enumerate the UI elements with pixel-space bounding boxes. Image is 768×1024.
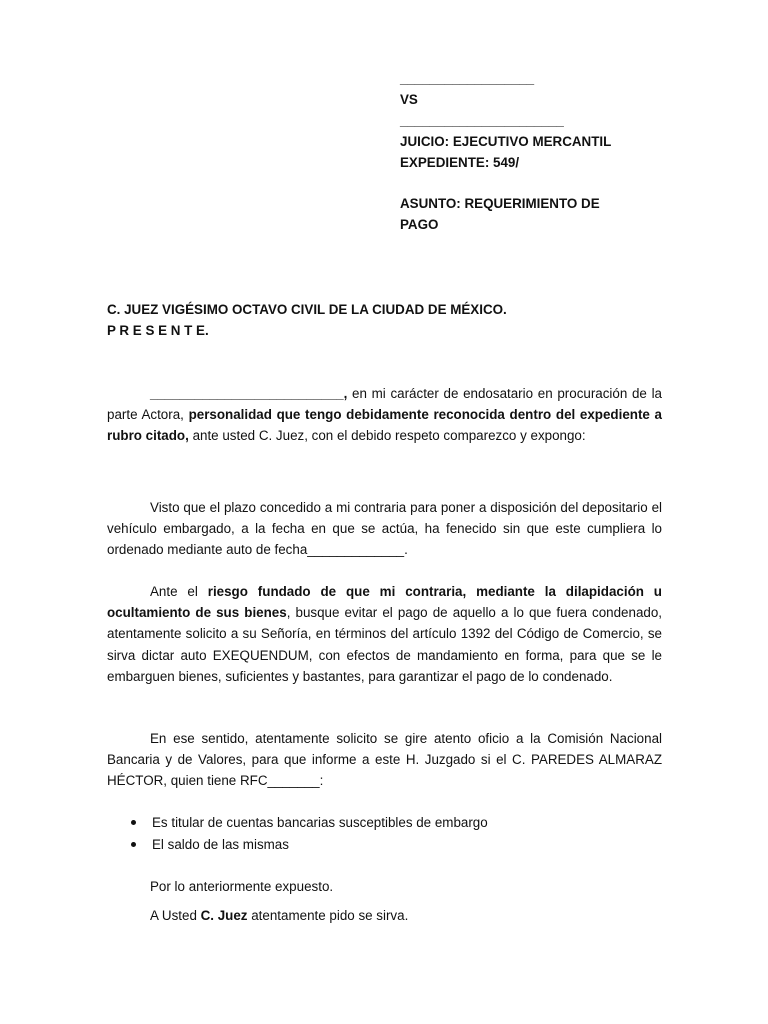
party-blank-1: __________________: [400, 71, 535, 86]
intro-paragraph: [107, 383, 662, 447]
case-header: [400, 68, 660, 235]
pido-bold: C. Juez: [200, 908, 248, 923]
pido-text-1: A Usted: [150, 908, 201, 923]
asunto-line-2: PAGO: [400, 217, 439, 232]
ante-text-2: , busque evitar el pago de aquello a lo que fuera condenado, atentamente solicito a su Señoría, en términos del artículo 1392 del Código de Comercio, se sirva dictar auto EXEQUENDUM, con efectos de mandamiento en forma, para que se le embarguen bienes, suficientes y bastantes, para garantizar el pago de lo condenado.: [107, 605, 663, 684]
juicio-line: JUICIO: EJECUTIVO MERCANTIL: [400, 134, 612, 149]
ante-paragraph: [107, 581, 662, 687]
list-item: El saldo de las mismas: [130, 834, 650, 856]
addressee: [107, 299, 667, 341]
closing-expuesto: Por lo anteriormente expuesto.: [150, 879, 334, 894]
visto-text: Visto que el plazo concedido a mi contraria para poner a disposición del depositario el vehículo embargado, a la fecha en que se actúa, ha fenecido sin que este cumpliera lo ordenado mediante auto de fecha_____________.: [107, 500, 662, 558]
sentido-paragraph: [107, 728, 662, 792]
ante-bold: riesgo fundado de que mi contraria, mediante la dilapidación u ocultamiento de sus bienes: [107, 584, 662, 621]
list-item: Es titular de cuentas bancarias susceptibles de embargo: [130, 812, 650, 834]
pido-text-2: atentamente pido se sirva.: [247, 908, 409, 923]
bullet-icon: [131, 820, 136, 825]
expediente-line: EXPEDIENTE: 549/: [400, 155, 520, 170]
visto-paragraph: [107, 497, 662, 561]
intro-text-1: en mi carácter de endosatario en procuración de la parte Actora,: [107, 386, 662, 423]
ante-text-1: Ante el: [150, 584, 208, 599]
request-list: [130, 812, 650, 856]
bullet-icon: [131, 842, 136, 847]
sentido-text: En ese sentido, atentamente solicito se gire atento oficio a la Comisión Nacional Bancaria y de Valores, para que informe a este H. Juzgado si el C. PAREDES ALMARAZ HÉCTOR, quien tiene RFC_______:: [107, 731, 662, 789]
name-blank: __________________________,: [150, 386, 348, 401]
addressee-presente: P R E S E N T E.: [107, 323, 209, 338]
asunto-line-1: ASUNTO: REQUERIMIENTO DE: [400, 196, 600, 211]
closing-pido: [150, 905, 408, 926]
intro-bold: personalidad que tengo debidamente reconocida dentro del expediente a rubro citado,: [107, 407, 662, 444]
intro-text-2: ante usted C. Juez, con el debido respeto comparezco y expongo:: [188, 428, 586, 444]
addressee-judge: C. JUEZ VIGÉSIMO OCTAVO CIVIL DE LA CIUDAD DE MÉXICO.: [107, 302, 507, 317]
versus-label: VS: [400, 92, 418, 107]
party-blank-2: ______________________: [400, 113, 564, 128]
